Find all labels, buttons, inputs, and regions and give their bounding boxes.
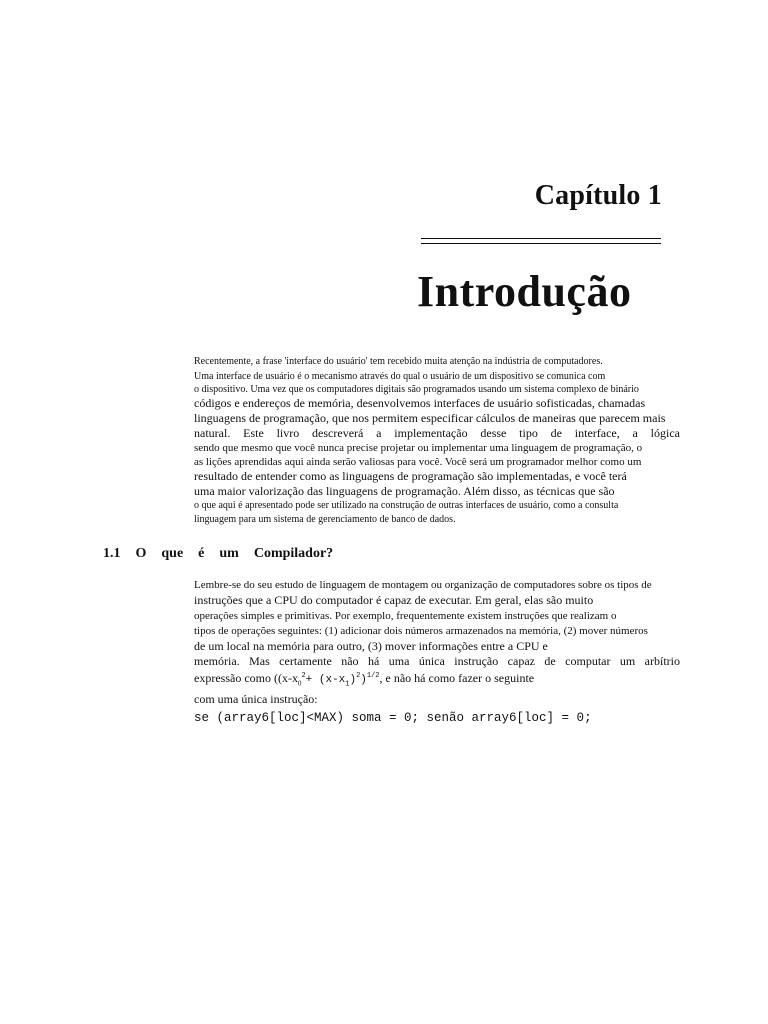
intro-line: Uma interface de usuário é o mecanismo através do qual o usuário de um dispositivo se comunica com: [194, 371, 606, 382]
intro-line: uma maior valorização das linguagens de programação. Além disso, as técnicas que são: [194, 484, 615, 498]
intro-line: códigos e endereços de memória, desenvolvemos interfaces de usuário sofisticadas, chamadas: [194, 396, 646, 410]
section-heading: 1.1 O que é um Compilador?: [103, 546, 334, 561]
section-line: Lembre-se do seu estudo de linguagem de montagem ou organização de computadores sobre os tipos de: [194, 579, 652, 591]
intro-paragraph: [194, 356, 680, 526]
section-line: com uma única instrução:: [194, 692, 318, 707]
expression-line: expressão como ($(x-x_0^2+ (x-x_1)^2)^{1/2}$, e não há como fazer o seguinte: [194, 671, 535, 689]
section-line: memória. Mas certamente não há uma única instrução capaz de computar um arbítrio: [194, 654, 680, 668]
chapter-label: Capítulo 1: [534, 180, 662, 211]
intro-line: linguagens de programação, que nos permitem especificar cálculos de maneiras que parecem mais: [194, 411, 666, 425]
section-line: operações simples e primitivas. Por exemplo, frequentemente existem instruções que realizam o: [194, 610, 617, 622]
intro-line: resultado de entender como as linguagens de programação são implementadas, e você terá: [194, 469, 627, 483]
intro-line: natural. Este livro descreverá a implementação desse tipo de interface, a lógica: [194, 426, 680, 440]
section-paragraph: [194, 578, 680, 707]
chapter-rule-bottom: [421, 243, 661, 244]
intro-line: linguagem para um sistema de gerenciamento de banco de dados.: [194, 514, 456, 525]
chapter-rule-top: [421, 238, 661, 239]
code-example: se (array6[loc]<MAX) soma = 0; senão array6[loc] = 0;: [194, 711, 592, 725]
section-line: tipos de operações seguintes: (1) adicionar dois números armazenados na memória, (2) mover números: [194, 625, 648, 637]
chapter-title: Introdução: [417, 267, 632, 316]
section-line: de um local na memória para outro, (3) mover informações entre a CPU e: [194, 639, 548, 653]
intro-line: as lições aprendidas aqui ainda serão valiosas para você. Você será um programador melhor como um: [194, 456, 642, 468]
intro-line: sendo que mesmo que você nunca precise projetar ou implementar uma linguagem de programação, o: [194, 442, 643, 454]
intro-line: Recentemente, a frase 'interface do usuário' tem recebido muita atenção na indústria de computadores.: [194, 356, 603, 367]
section-line: instruções que a CPU do computador é capaz de executar. Em geral, elas são muito: [194, 593, 594, 607]
intro-line: o que aqui é apresentado pode ser utilizado na construção de outras interfaces de usuário, como a consulta: [194, 500, 619, 511]
intro-line: o dispositivo. Uma vez que os computadores digitais são programados usando um sistema complexo de binário: [194, 384, 639, 395]
